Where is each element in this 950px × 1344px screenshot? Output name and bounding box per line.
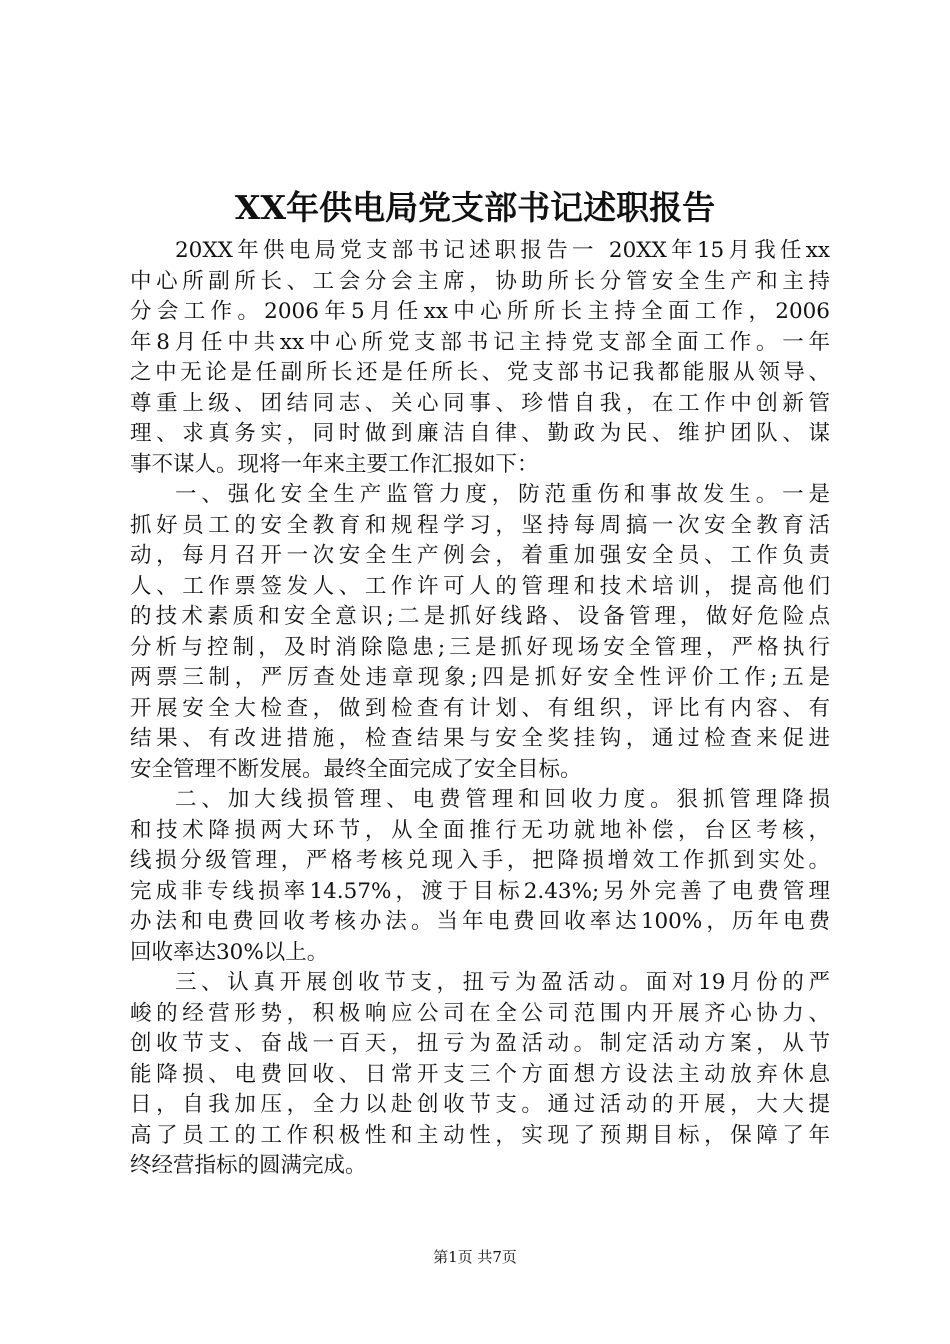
- body-line: 两票三制，严厉查处违章现象;四是抓好安全性评价工作;五是: [130, 665, 830, 690]
- body-line: 抓好员工的安全教育和规程学习，坚持每周搞一次安全教育活: [130, 512, 830, 538]
- body-line: 办法和电费回收考核办法。当年电费回收率达100%，历年电费: [130, 909, 830, 934]
- document-body: [130, 236, 830, 1182]
- body-line: 尊重上级、团结同志、关心同事、珍惜自我，在工作中创新管: [130, 390, 830, 416]
- body-line: 理、求真务实，同时做到廉洁自律、勤政为民、维护团队、谋: [130, 421, 830, 446]
- body-line: 之中无论是任副所长还是任所长、党支部书记我都能服从领导、: [130, 360, 830, 385]
- body-line: 回收率达30%以上。: [130, 939, 329, 965]
- body-line: 年8月任中共xx中心所党支部书记主持党支部全面工作。一年: [130, 329, 830, 355]
- body-line: 高了员工的工作积极性和主动性，实现了预期目标，保障了年: [130, 1122, 830, 1148]
- page-footer: 第1页 共7页: [433, 1248, 517, 1266]
- body-line: 三、认真开展创收节支，扭亏为盈活动。面对19月份的严: [175, 970, 830, 995]
- body-line: 事不谋人。现将一年来主要工作汇报如下：: [130, 451, 539, 477]
- body-line: 结果、有改进措施，检查结果与安全奖挂钩，通过检查来促进: [130, 726, 830, 751]
- body-line: 和技术降损两大环节，从全面推行无功就地补偿，台区考核，: [130, 817, 830, 843]
- document-title: XX年供电局党支部书记述职报告: [234, 188, 716, 227]
- body-line: 动，每月召开一次安全生产例会，着重加强安全员、工作负责: [130, 543, 830, 568]
- body-line: 线损分级管理，严格考核兑现入手，把降损增效工作抓到实处。: [130, 848, 830, 873]
- body-line: 一、强化安全生产监管力度，防范重伤和事故发生。一是: [175, 482, 830, 507]
- body-line: 峻的经营形势，积极响应公司在全公司范围内开展齐心协力、: [130, 1000, 830, 1026]
- body-line: 创收节支、奋战一百天，扭亏为盈活动。制定活动方案，从节: [130, 1031, 830, 1056]
- body-line: 安全管理不断发展。最终全面完成了安全目标。: [130, 756, 582, 782]
- body-line: 二、加大线损管理、电费管理和回收力度。狠抓管理降损: [175, 787, 830, 812]
- body-line: 20XX年供电局党支部书记述职报告一 20XX年15月我任xx: [175, 238, 830, 263]
- body-line: 的技术素质和安全意识;二是抓好线路、设备管理，做好危险点: [130, 604, 830, 629]
- body-line: 终经营指标的圆满完成。: [130, 1153, 367, 1178]
- body-line: 完成非专线损率14.57%，渡于目标2.43%;另外完善了电费管理: [130, 878, 830, 904]
- body-line: 人、工作票签发人、工作许可人的管理和技术培训，提高他们: [130, 573, 830, 599]
- body-line: 分析与控制，及时消除隐患;三是抓好现场安全管理，严格执行: [130, 634, 830, 660]
- body-line: 分会工作。2006年5月任xx中心所所长主持全面工作，2006: [130, 299, 830, 324]
- body-line: 中心所副所长、工会分会主席，协助所长分管安全生产和主持: [130, 268, 830, 294]
- body-line: 日，自我加压，全力以赴创收节支。通过活动的开展，大大提: [130, 1092, 830, 1117]
- body-line: 能降损、电费回收、日常开支三个方面想方设法主动放弃休息: [130, 1061, 830, 1087]
- body-line: 开展安全大检查，做到检查有计划、有组织，评比有内容、有: [130, 695, 830, 721]
